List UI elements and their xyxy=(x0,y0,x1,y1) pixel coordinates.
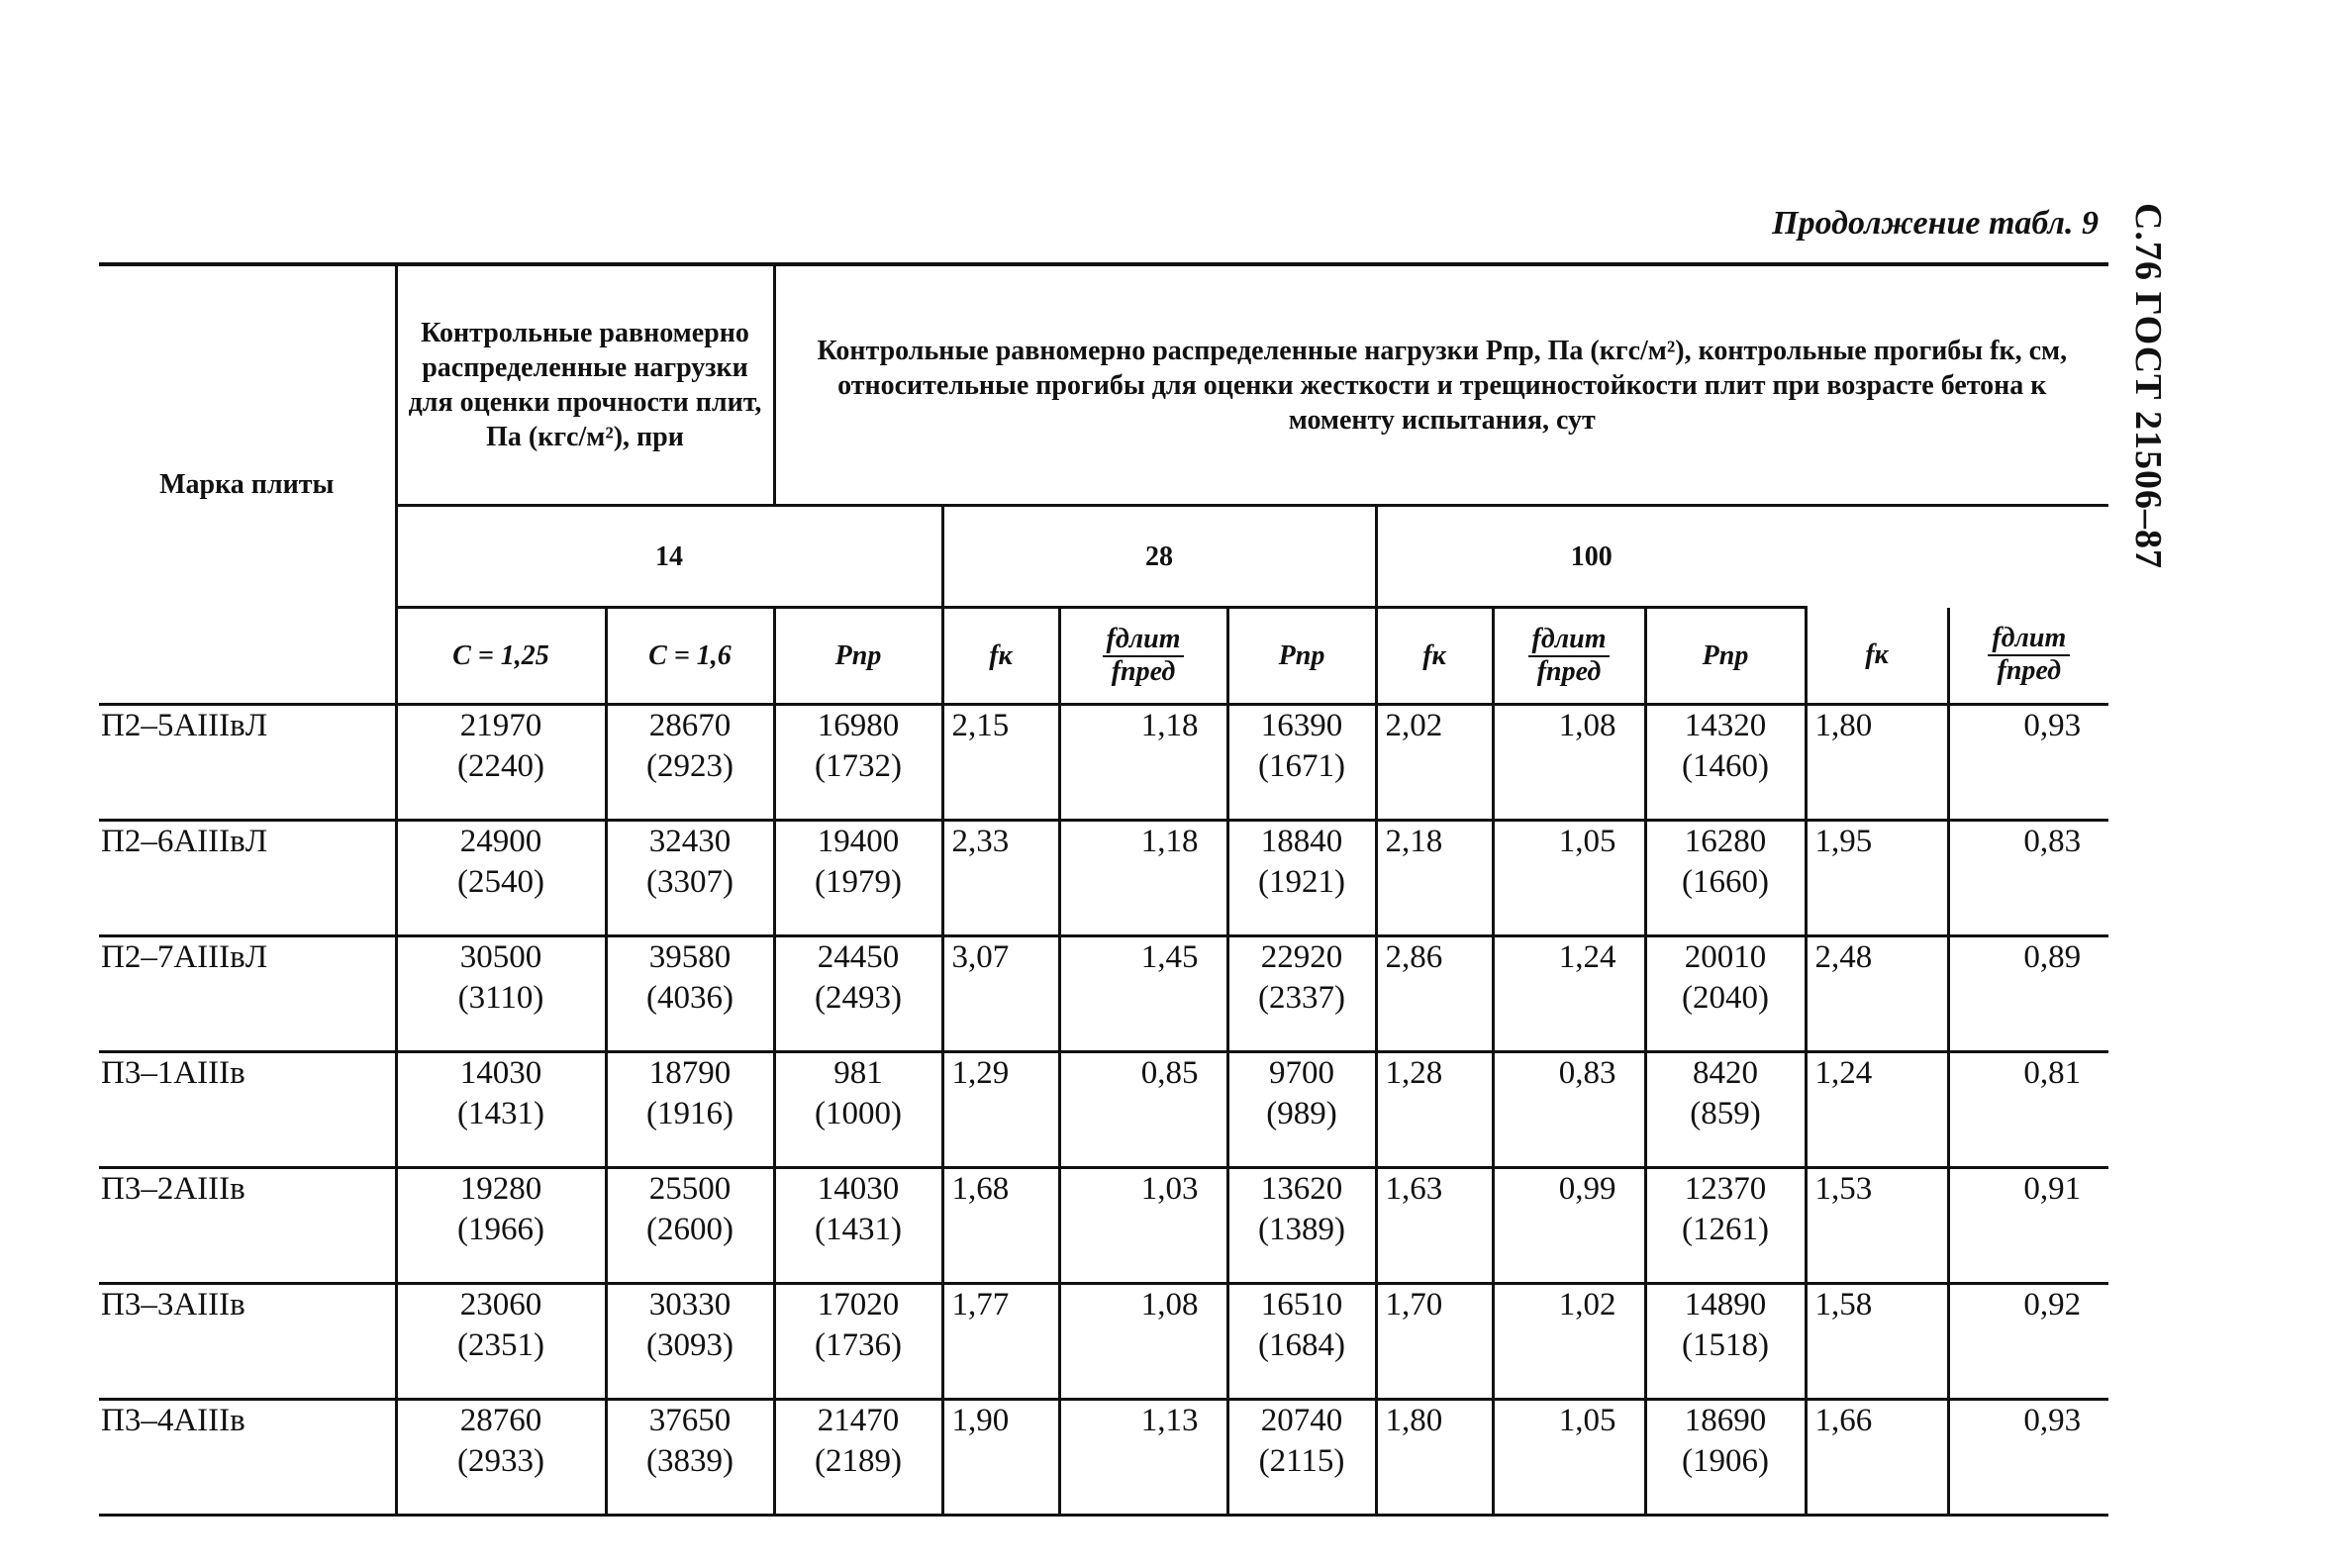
value-kgs: (1736) xyxy=(815,1327,902,1364)
value-kgs: (1389) xyxy=(1258,1212,1345,1248)
cell-p14 xyxy=(774,936,942,1052)
value-kgs: (1966) xyxy=(457,1212,544,1248)
ratio-numerator: fдлит xyxy=(1528,625,1611,657)
header-age-100: 100 xyxy=(1376,506,1806,608)
cell-ratio100: 0,83 xyxy=(1948,821,2108,936)
cell-c16 xyxy=(606,1052,774,1168)
cell-c125 xyxy=(396,1052,606,1168)
cell-ratio100: 0,89 xyxy=(1948,936,2108,1052)
ratio-denominator: fпред xyxy=(1997,654,2062,686)
cell-c16 xyxy=(606,705,774,821)
cell-ratio28: 1,05 xyxy=(1493,1400,1645,1516)
header-f-14: fк xyxy=(942,608,1059,705)
cell-ratio100: 0,93 xyxy=(1948,1400,2108,1516)
cell-p28 xyxy=(1227,1052,1376,1168)
value-kgs: (1460) xyxy=(1682,748,1769,785)
cell-f14: 1,29 xyxy=(942,1052,1059,1168)
cell-f14: 3,07 xyxy=(942,936,1059,1052)
cell-f14: 2,33 xyxy=(942,821,1059,936)
cell-c125 xyxy=(396,936,606,1052)
cell-c16 xyxy=(606,1400,774,1516)
cell-ratio14: 1,03 xyxy=(1059,1168,1227,1284)
value-kgs: (1671) xyxy=(1258,748,1345,785)
value-kgs: (1431) xyxy=(457,1096,544,1132)
cell-ratio14: 1,13 xyxy=(1059,1400,1227,1516)
value-kgs: (2493) xyxy=(815,980,902,1017)
value-pa: 30500 xyxy=(459,939,542,975)
ratio-denominator: fпред xyxy=(1536,655,1602,687)
table-row xyxy=(99,821,2108,936)
value-pa: 24900 xyxy=(459,824,542,859)
value-kgs: (2351) xyxy=(457,1327,544,1364)
value-kgs: (1684) xyxy=(1258,1327,1345,1364)
value-kgs: (2600) xyxy=(646,1212,733,1248)
cell-c16 xyxy=(606,821,774,936)
cell-f28: 1,80 xyxy=(1376,1400,1493,1516)
value-pa: 16510 xyxy=(1260,1287,1343,1323)
cell-f28: 1,70 xyxy=(1376,1284,1493,1400)
value-pa: 12370 xyxy=(1684,1171,1767,1207)
cell-c125 xyxy=(396,1168,606,1284)
cell-f28: 2,18 xyxy=(1376,821,1493,936)
value-kgs: (989) xyxy=(1266,1096,1337,1132)
cell-c125 xyxy=(396,705,606,821)
table-row xyxy=(99,705,2108,821)
header-f-28: fк xyxy=(1376,608,1493,705)
cell-p100 xyxy=(1645,1400,1806,1516)
cell-mark: П3–1АIIIв xyxy=(99,1052,396,1168)
header-ratio-100 xyxy=(1948,608,2108,705)
value-pa: 14030 xyxy=(459,1055,542,1091)
table-row xyxy=(99,1052,2108,1168)
value-kgs: (2923) xyxy=(646,748,733,785)
cell-c16 xyxy=(606,936,774,1052)
value-kgs: (1261) xyxy=(1682,1212,1769,1248)
value-pa: 22920 xyxy=(1260,939,1343,975)
value-kgs: (1921) xyxy=(1258,864,1345,901)
cell-ratio100: 0,93 xyxy=(1948,705,2108,821)
header-mark: Марка плиты xyxy=(99,264,396,705)
header-f-100: fк xyxy=(1806,608,1948,705)
table-row xyxy=(99,1284,2108,1400)
value-kgs: (1916) xyxy=(646,1096,733,1132)
ratio-numerator: fдлит xyxy=(1988,624,2070,656)
ratio-denominator: fпред xyxy=(1111,655,1176,687)
value-pa: 18690 xyxy=(1684,1403,1767,1438)
value-kgs: (2933) xyxy=(457,1443,544,1480)
cell-p100 xyxy=(1645,821,1806,936)
value-kgs: (1732) xyxy=(815,748,902,785)
load-table xyxy=(99,262,2108,1517)
value-pa: 18840 xyxy=(1260,824,1343,859)
cell-ratio14: 0,85 xyxy=(1059,1052,1227,1168)
value-kgs: (2040) xyxy=(1682,980,1769,1017)
cell-mark: П3–2АIIIв xyxy=(99,1168,396,1284)
value-kgs: (3093) xyxy=(646,1327,733,1364)
cell-f100: 1,53 xyxy=(1806,1168,1948,1284)
cell-ratio14: 1,08 xyxy=(1059,1284,1227,1400)
value-kgs: (2189) xyxy=(815,1443,902,1480)
cell-p100 xyxy=(1645,1052,1806,1168)
cell-p100 xyxy=(1645,936,1806,1052)
value-pa: 13620 xyxy=(1260,1171,1343,1207)
value-pa: 16280 xyxy=(1684,824,1767,859)
value-kgs: (859) xyxy=(1690,1096,1761,1132)
table-body xyxy=(99,705,2108,1516)
value-pa: 9700 xyxy=(1269,1055,1334,1091)
cell-f100: 2,48 xyxy=(1806,936,1948,1052)
value-pa: 14030 xyxy=(817,1171,900,1207)
value-kgs: (1660) xyxy=(1682,864,1769,901)
cell-p28 xyxy=(1227,1168,1376,1284)
value-pa: 18790 xyxy=(648,1055,732,1091)
cell-p28 xyxy=(1227,936,1376,1052)
table-row xyxy=(99,936,2108,1052)
cell-ratio14: 1,18 xyxy=(1059,821,1227,936)
value-pa: 16390 xyxy=(1260,708,1343,743)
cell-mark: П2–6АIIIвЛ xyxy=(99,821,396,936)
cell-f100: 1,58 xyxy=(1806,1284,1948,1400)
value-kgs: (2115) xyxy=(1258,1443,1345,1480)
table-row xyxy=(99,1400,2108,1516)
cell-ratio14: 1,45 xyxy=(1059,936,1227,1052)
table-continuation-caption: Продолжение табл. 9 xyxy=(1772,205,2099,242)
page-side-label: С.76 ГОСТ 21506–87 xyxy=(2127,203,2169,569)
value-pa: 14320 xyxy=(1684,708,1767,743)
cell-ratio28: 0,83 xyxy=(1493,1052,1645,1168)
value-kgs: (3307) xyxy=(646,864,733,901)
value-pa: 19400 xyxy=(817,824,900,859)
cell-ratio14: 1,18 xyxy=(1059,705,1227,821)
value-pa: 25500 xyxy=(648,1171,732,1207)
header-age-14: 14 xyxy=(396,506,942,608)
cell-f100: 1,80 xyxy=(1806,705,1948,821)
value-kgs: (4036) xyxy=(646,980,733,1017)
cell-ratio28: 0,99 xyxy=(1493,1168,1645,1284)
value-kgs: (2337) xyxy=(1258,980,1345,1017)
value-kgs: (1979) xyxy=(815,864,902,901)
cell-f14: 2,15 xyxy=(942,705,1059,821)
value-pa: 17020 xyxy=(817,1287,900,1323)
value-kgs: (3110) xyxy=(457,980,544,1017)
value-pa: 24450 xyxy=(817,939,900,975)
value-kgs: (1431) xyxy=(815,1212,902,1248)
header-stiffness-group: Контрольные равномерно распределенные нагрузки Рпр, Па (кгс/м²), контрольные прогибы fк, см, относительные прогибы для оценки жесткости и трещиностойкости плит при возрасте бетона к моменту испытания, сут xyxy=(774,264,2108,506)
cell-ratio100: 0,91 xyxy=(1948,1168,2108,1284)
cell-c16 xyxy=(606,1284,774,1400)
cell-p100 xyxy=(1645,705,1806,821)
cell-ratio100: 0,81 xyxy=(1948,1052,2108,1168)
value-kgs: (1906) xyxy=(1682,1443,1769,1480)
cell-p28 xyxy=(1227,1400,1376,1516)
header-c125: С = 1,25 xyxy=(396,608,606,705)
ratio-numerator: fдлит xyxy=(1103,625,1185,657)
value-kgs: (2240) xyxy=(457,748,544,785)
cell-ratio28: 1,24 xyxy=(1493,936,1645,1052)
cell-f14: 1,90 xyxy=(942,1400,1059,1516)
header-p-14: Рпр xyxy=(774,608,942,705)
value-pa: 19280 xyxy=(459,1171,542,1207)
value-pa: 8420 xyxy=(1693,1055,1758,1091)
value-pa: 21470 xyxy=(817,1403,900,1438)
cell-p100 xyxy=(1645,1168,1806,1284)
value-pa: 37650 xyxy=(648,1403,732,1438)
cell-p14 xyxy=(774,1400,942,1516)
cell-c16 xyxy=(606,1168,774,1284)
header-p-28: Рпр xyxy=(1227,608,1376,705)
cell-p14 xyxy=(774,705,942,821)
cell-f14: 1,68 xyxy=(942,1168,1059,1284)
cell-ratio28: 1,08 xyxy=(1493,705,1645,821)
cell-c125 xyxy=(396,1284,606,1400)
cell-f100: 1,24 xyxy=(1806,1052,1948,1168)
cell-p28 xyxy=(1227,821,1376,936)
cell-p14 xyxy=(774,1284,942,1400)
value-kgs: (1000) xyxy=(815,1096,902,1132)
value-kgs: (1518) xyxy=(1682,1327,1769,1364)
header-ratio-28 xyxy=(1493,608,1645,705)
value-pa: 981 xyxy=(833,1055,883,1091)
cell-c125 xyxy=(396,1400,606,1516)
cell-f28: 2,02 xyxy=(1376,705,1493,821)
cell-p28 xyxy=(1227,705,1376,821)
cell-c125 xyxy=(396,821,606,936)
value-pa: 20740 xyxy=(1260,1403,1343,1438)
cell-p14 xyxy=(774,1168,942,1284)
cell-p28 xyxy=(1227,1284,1376,1400)
cell-mark: П3–3АIIIв xyxy=(99,1284,396,1400)
cell-f100: 1,95 xyxy=(1806,821,1948,936)
value-pa: 20010 xyxy=(1684,939,1767,975)
cell-mark: П3–4АIIIв xyxy=(99,1400,396,1516)
cell-p14 xyxy=(774,1052,942,1168)
value-pa: 21970 xyxy=(459,708,542,743)
header-ratio-14 xyxy=(1059,608,1227,705)
value-pa: 14890 xyxy=(1684,1287,1767,1323)
value-pa: 39580 xyxy=(648,939,732,975)
value-kgs: (3839) xyxy=(646,1443,733,1480)
header-c16: С = 1,6 xyxy=(606,608,774,705)
cell-f14: 1,77 xyxy=(942,1284,1059,1400)
cell-p14 xyxy=(774,821,942,936)
cell-mark: П2–7АIIIвЛ xyxy=(99,936,396,1052)
cell-f28: 1,28 xyxy=(1376,1052,1493,1168)
header-p-100: Рпр xyxy=(1645,608,1806,705)
value-pa: 16980 xyxy=(817,708,900,743)
cell-ratio28: 1,05 xyxy=(1493,821,1645,936)
value-pa: 32430 xyxy=(648,824,732,859)
value-pa: 30330 xyxy=(648,1287,732,1323)
cell-f100: 1,66 xyxy=(1806,1400,1948,1516)
cell-ratio100: 0,92 xyxy=(1948,1284,2108,1400)
cell-f28: 1,63 xyxy=(1376,1168,1493,1284)
cell-ratio28: 1,02 xyxy=(1493,1284,1645,1400)
cell-p100 xyxy=(1645,1284,1806,1400)
value-pa: 28670 xyxy=(648,708,732,743)
header-strength-group: Контрольные равномерно распределенные нагрузки для оценки прочности плит, Па (кгс/м²), при xyxy=(396,264,774,506)
value-pa: 23060 xyxy=(459,1287,542,1323)
value-kgs: (2540) xyxy=(457,864,544,901)
cell-f28: 2,86 xyxy=(1376,936,1493,1052)
cell-mark: П2–5АIIIвЛ xyxy=(99,705,396,821)
header-age-28: 28 xyxy=(942,506,1376,608)
table-row xyxy=(99,1168,2108,1284)
value-pa: 28760 xyxy=(459,1403,542,1438)
